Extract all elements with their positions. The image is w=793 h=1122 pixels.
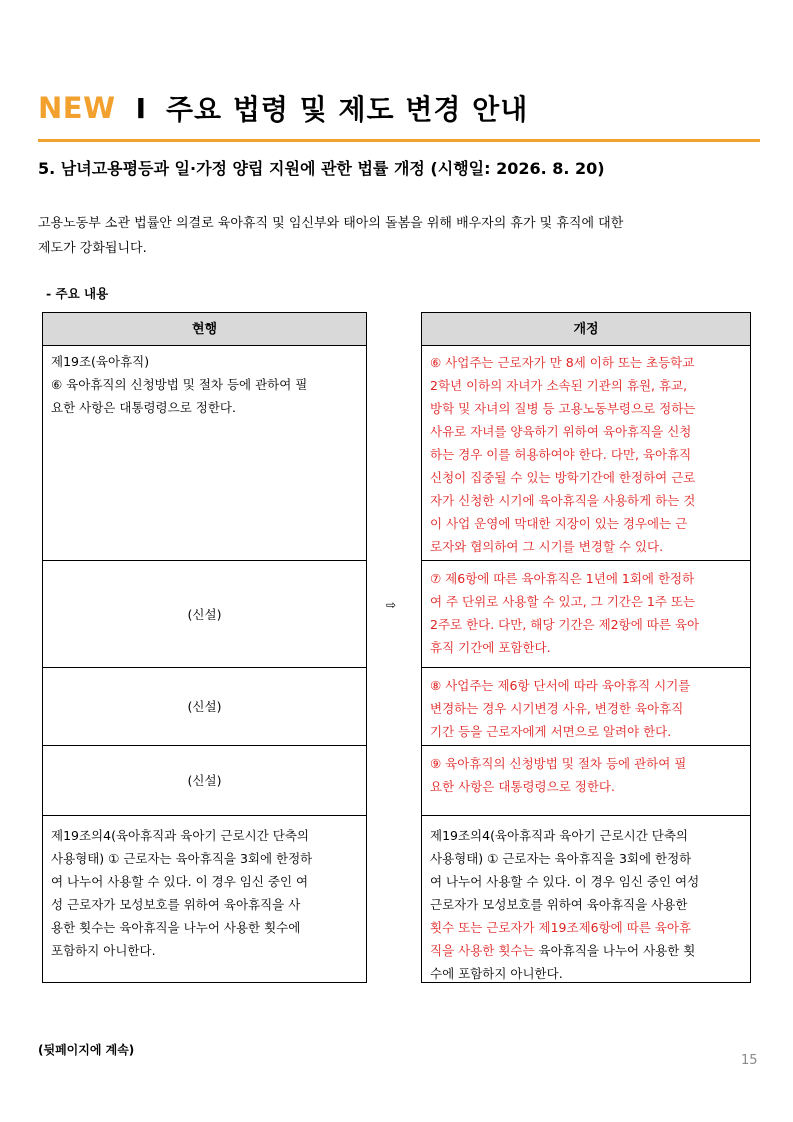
text-line-changed: 횟수 또는 근로자가 제19조제6항에 따른 육아휴 bbox=[430, 920, 692, 935]
new-provision-label: (신설) bbox=[187, 699, 222, 714]
text-line: ⑥ 사업주는 근로자가 만 8세 이하 또는 초등학교 bbox=[430, 355, 695, 370]
text-line: 사용형태) ① 근로자는 육아휴직을 3회에 한정하 bbox=[430, 851, 692, 866]
header-separator: I bbox=[135, 91, 146, 125]
amended-row-article19-6 bbox=[422, 346, 750, 561]
current-row-article19-4 bbox=[43, 816, 366, 982]
text-changed: 직을 사용한 횟수는 bbox=[430, 943, 535, 958]
current-row-new-1 bbox=[43, 561, 366, 668]
text-line: 여 주 단위로 사용할 수 있고, 그 기간은 1주 또는 bbox=[430, 594, 696, 609]
amended-row-article19-9 bbox=[422, 746, 750, 816]
text-line: 2학년 이하의 자녀가 소속된 기관의 휴원, 휴교, bbox=[430, 378, 688, 393]
text-line: 자가 신청한 시기에 육아휴직을 사용하게 하는 것 bbox=[430, 493, 696, 508]
text-line: 변경하는 경우 시기변경 사유, 변경한 육아휴직 bbox=[430, 701, 684, 716]
text-line: ⑧ 사업주는 제6항 단서에 따라 육아휴직 시기를 bbox=[430, 678, 691, 693]
text-line: 성 근로자가 모성보호를 위하여 육아휴직을 사 bbox=[51, 897, 301, 912]
text-line: 기간 등을 근로자에게 서면으로 알려야 한다. bbox=[430, 724, 672, 739]
text-line: ⑨ 육아휴직의 신청방법 및 절차 등에 관하여 필 bbox=[430, 756, 687, 771]
text-line: 여 나누어 사용할 수 있다. 이 경우 임신 중인 여성 bbox=[430, 874, 700, 889]
amended-row-article19-7 bbox=[422, 561, 750, 668]
new-provision-label: (신설) bbox=[187, 606, 222, 622]
text-line: 신청이 집중될 수 있는 방학기간에 한정하여 근로 bbox=[430, 470, 696, 485]
current-row-new-3 bbox=[43, 746, 366, 816]
text-line: 포함하지 아니한다. bbox=[51, 943, 156, 958]
text-line: 근로자가 모성보호를 위하여 육아휴직을 사용한 bbox=[430, 897, 688, 912]
amended-row-article19-8 bbox=[422, 668, 750, 746]
intro-line: 고용노동부 소관 법률안 의결로 육아휴직 및 임신부와 태아의 돌봄을 위해 배우자의 휴가 및 휴직에 대한 bbox=[38, 216, 624, 231]
text-line: ⑥ 육아휴직의 신청방법 및 절차 등에 관하여 필 bbox=[51, 377, 308, 392]
text-line: 제19조(육아휴직) bbox=[51, 354, 150, 369]
continued-note: (뒷페이지에 계속) bbox=[38, 1043, 135, 1057]
text-line: 여 나누어 사용할 수 있다. 이 경우 임신 중인 여 bbox=[51, 874, 309, 889]
text-line: 로자와 협의하여 그 시기를 변경할 수 있다. bbox=[430, 539, 664, 554]
amended-law-header: 개정 bbox=[422, 313, 750, 346]
text-line: 2주로 한다. 다만, 해당 기간은 제2항에 따른 육아 bbox=[430, 617, 700, 632]
new-provision-label: (신설) bbox=[187, 773, 222, 788]
text-line: 하는 경우 이를 허용하여야 한다. 다만, 육아휴직 bbox=[430, 447, 692, 462]
amended-row-article19-4 bbox=[422, 816, 750, 982]
amended-law-column bbox=[421, 312, 751, 983]
page-number: 15 bbox=[741, 1053, 758, 1068]
header-divider bbox=[38, 139, 760, 142]
text-line bbox=[430, 939, 742, 962]
intro-line: 제도가 강화됩니다. bbox=[38, 241, 147, 256]
text-unchanged: 육아휴직을 나누어 사용한 횟 bbox=[534, 943, 696, 958]
section-subtitle: 5. 남녀고용평등과 일·가정 양립 지원에 관한 법률 개정 (시행일: 2026. 8. 20) bbox=[38, 159, 605, 178]
text-line: 사유로 자녀를 양육하기 위하여 육아휴직을 신청 bbox=[430, 424, 692, 439]
text-line: 용한 횟수는 육아휴직을 나누어 사용한 횟수에 bbox=[51, 920, 301, 935]
intro-paragraph bbox=[38, 211, 758, 261]
page-header bbox=[38, 86, 760, 130]
text-line: 이 사업 운영에 막대한 지장이 있는 경우에는 근 bbox=[430, 516, 688, 531]
text-line: 제19조의4(육아휴직과 육아기 근로시간 단축의 bbox=[51, 828, 310, 843]
current-row-new-2 bbox=[43, 668, 366, 746]
text-line: 요한 사항은 대통령령으로 정한다. bbox=[430, 779, 615, 794]
text-line: 수에 포함하지 아니한다. bbox=[430, 966, 563, 981]
current-row-article19 bbox=[43, 346, 366, 561]
text-line: 휴직 기간에 포함한다. bbox=[430, 640, 551, 655]
text-line: 사용형태) ① 근로자는 육아휴직을 3회에 한정하 bbox=[51, 851, 313, 866]
text-line: ⑦ 제6항에 따른 육아휴직은 1년에 1회에 한정하 bbox=[430, 571, 695, 586]
current-law-header: 현행 bbox=[43, 313, 366, 346]
text-line: 제19조의4(육아휴직과 육아기 근로시간 단축의 bbox=[430, 828, 689, 843]
right-arrow-icon: ⇨ bbox=[386, 598, 397, 612]
text-line: 요한 사항은 대통령령으로 정한다. bbox=[51, 400, 236, 415]
text-line: 방학 및 자녀의 질병 등 고용노동부령으로 정하는 bbox=[430, 401, 696, 416]
section-label: - 주요 내용 bbox=[46, 286, 109, 301]
current-law-column bbox=[42, 312, 367, 983]
new-label: NEW bbox=[38, 91, 116, 125]
page-title: 주요 법령 및 제도 변경 안내 bbox=[166, 93, 529, 126]
